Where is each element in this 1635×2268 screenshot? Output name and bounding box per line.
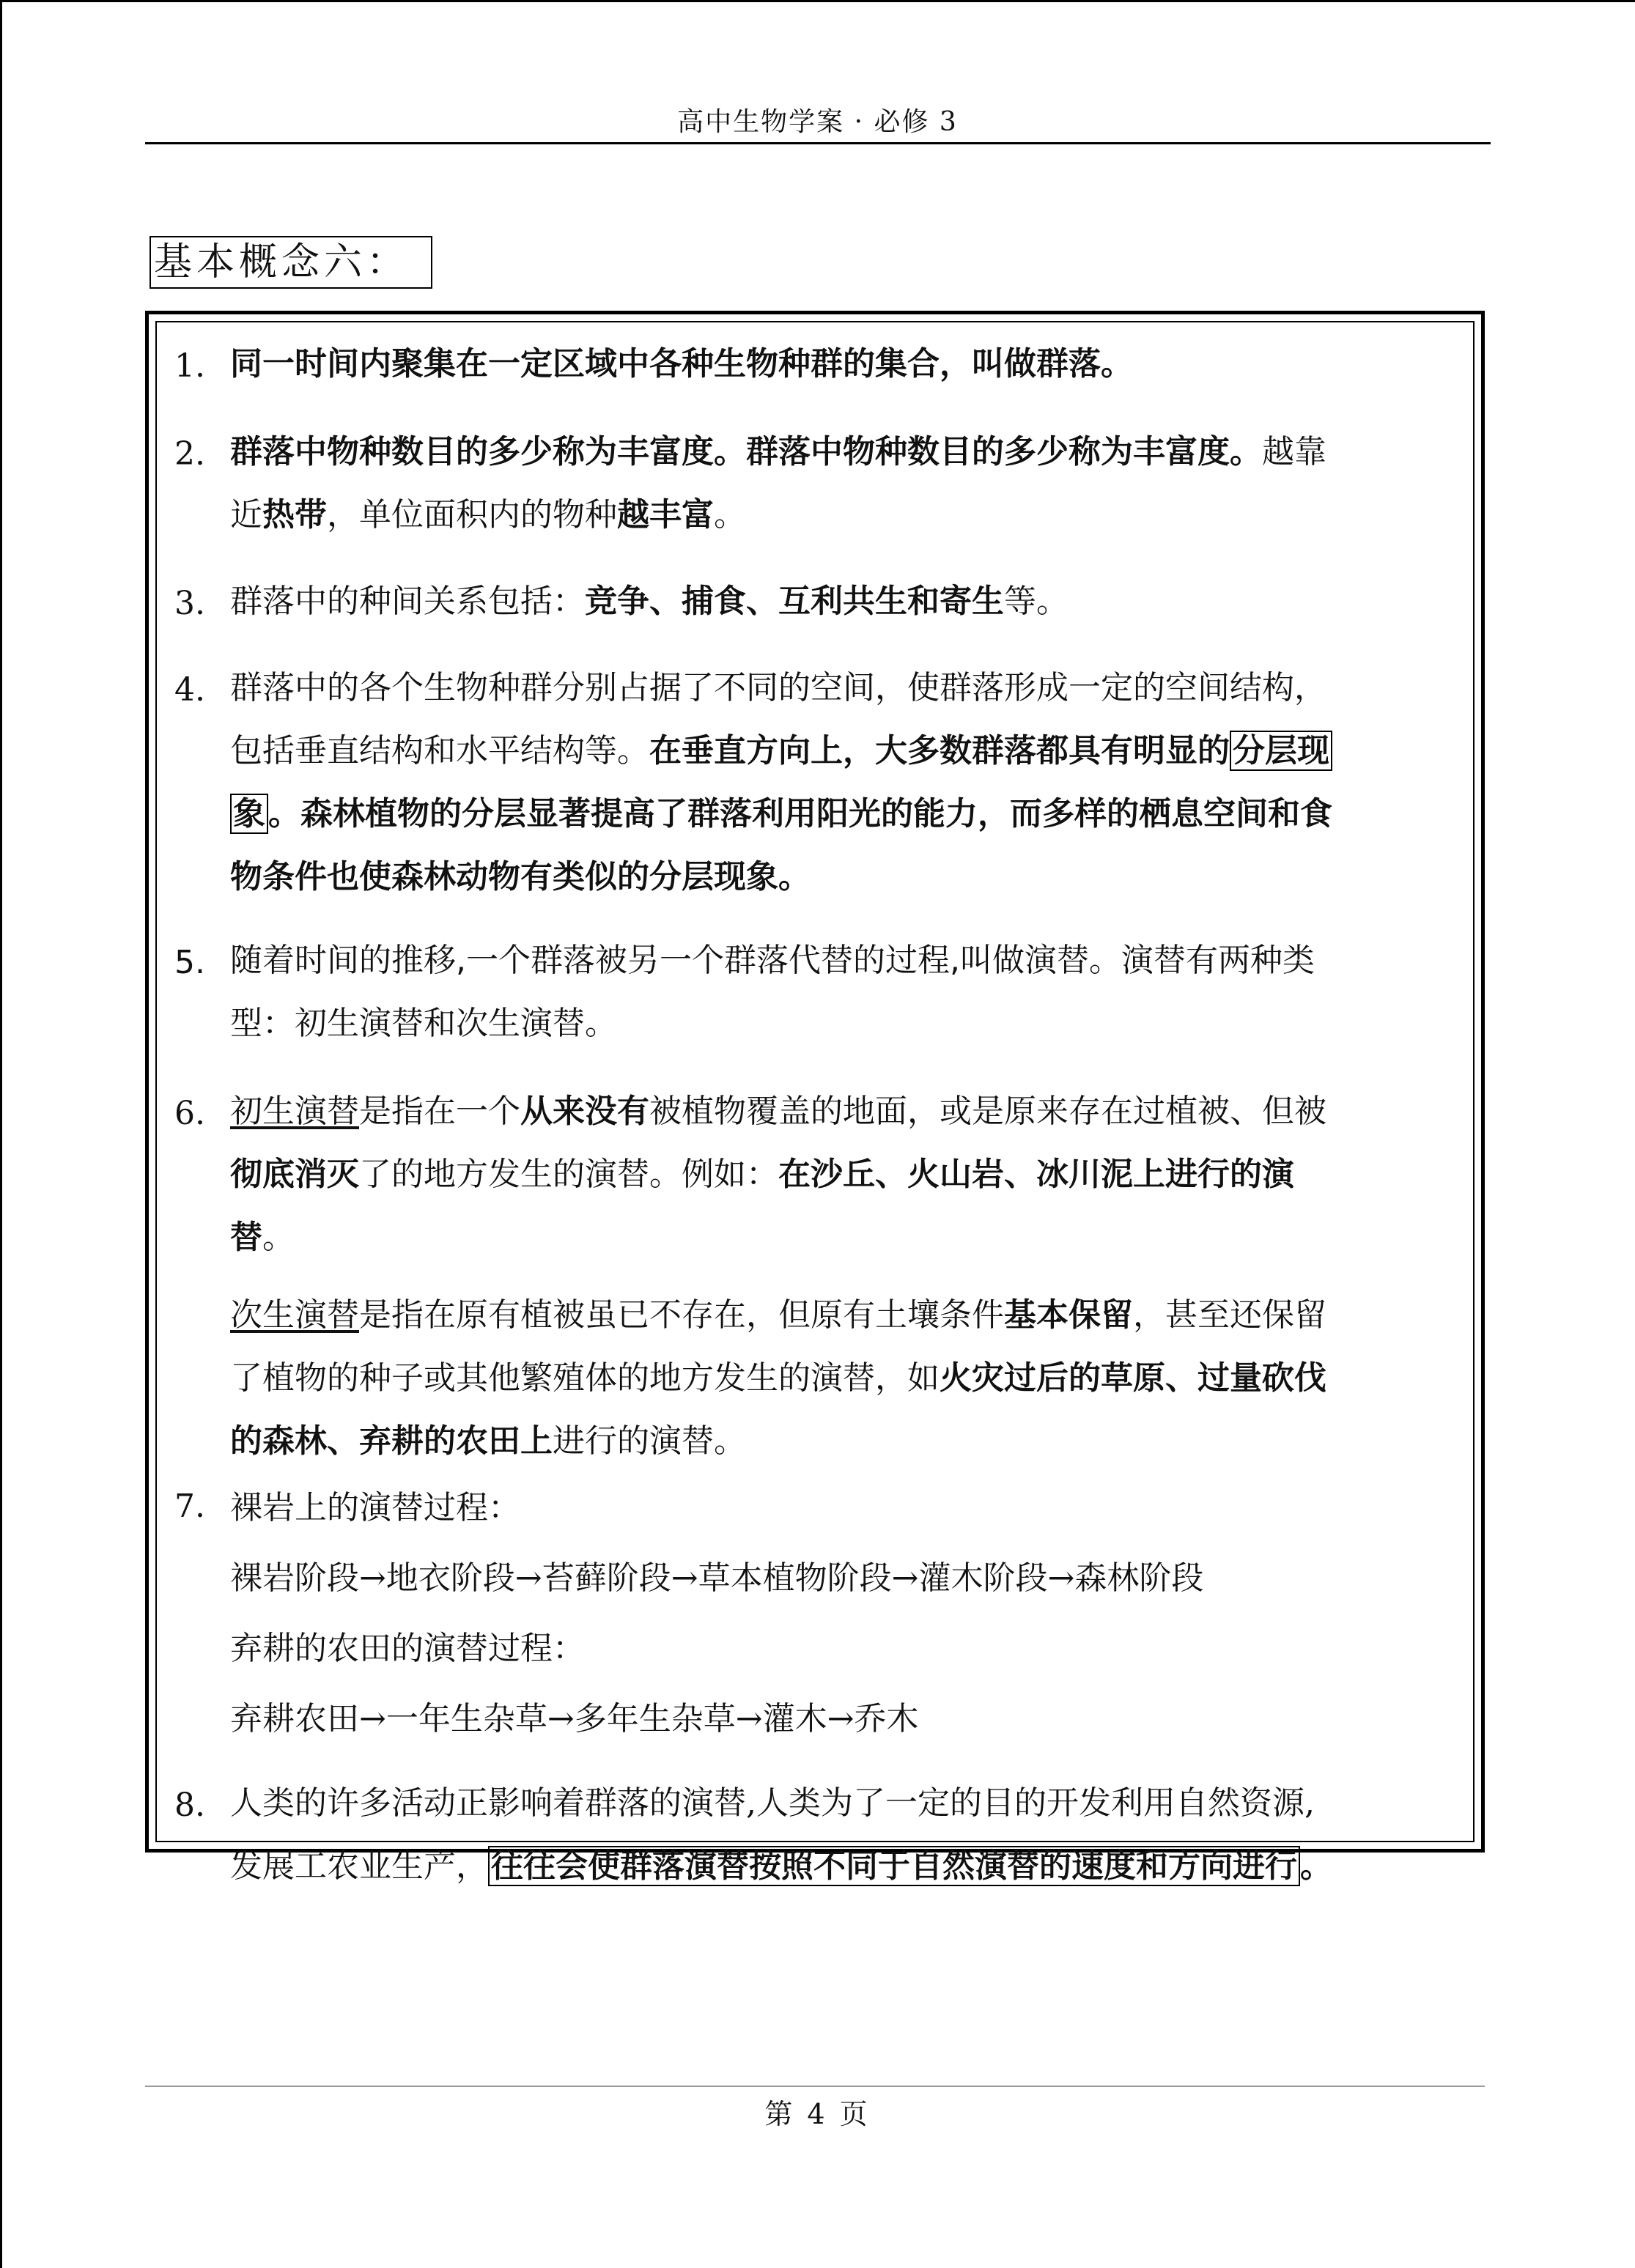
item-number: 6. <box>174 1095 205 1132</box>
item-text-span: 包括垂直结构和水平结构等。 <box>230 732 649 769</box>
item-bold-text: 热带 <box>262 496 327 533</box>
item-line: 同一时间内聚集在一定区域中各种生物种群的集合，叫做群落。 <box>230 345 1133 383</box>
item-text-span: 进行的演替。 <box>553 1422 746 1460</box>
item-number: 8. <box>174 1787 205 1824</box>
item-number: 3. <box>174 585 205 622</box>
item-bold-text: 竞争、捕食、互利共生和寄生 <box>585 583 1004 620</box>
item-text-span: ，甚至还保留 <box>1133 1296 1326 1334</box>
item-text-span: 是指在原有植被虽已不存在，但原有土壤条件 <box>359 1296 1004 1334</box>
concept-title: 基本概念六： <box>150 236 432 289</box>
boxed-term: 象 <box>230 794 268 834</box>
item-text-span: 等。 <box>1004 583 1069 620</box>
succession-sequence-bare-rock: 裸岩阶段→地衣阶段→苔藓阶段→草本植物阶段→灌木阶段→森林阶段 <box>230 1559 1204 1597</box>
item-number: 4. <box>174 671 205 709</box>
item-number: 2. <box>174 435 205 473</box>
item-text <box>230 333 1483 396</box>
item-number: 7. <box>174 1488 205 1525</box>
item-line: 群落中的各个生物种群分别占据了不同的空间，使群落形成一定的空间结构， <box>230 669 1326 706</box>
item-text-span: 被植物覆盖的地面，或是原来存在过植被、但被 <box>649 1093 1326 1130</box>
item-text-span: 了植物的种子或其他繁殖体的地方发生的演替，如 <box>230 1359 940 1397</box>
boxed-term: 往往会使群落演替按照不同于自然演替的速度和方向进行 <box>488 1846 1300 1886</box>
item-bold-text: 从来没有 <box>520 1093 649 1130</box>
item-number: 5. <box>174 944 205 981</box>
underlined-term: 初生演替 <box>230 1093 359 1130</box>
item-text-span: 越靠 <box>1262 433 1326 470</box>
item-text <box>230 929 1483 1055</box>
item-bold-text: 在沙丘、火山岩、冰川泥上进行的演 <box>778 1156 1294 1193</box>
item-text-span: 。 <box>1300 1847 1332 1885</box>
item-line: 人类的许多活动正影响着群落的演替,人类为了一定的目的开发利用自然资源, <box>230 1784 1315 1822</box>
item-text <box>230 1772 1483 1898</box>
item-line: 随着时间的推移,一个群落被另一个群落代替的过程,叫做演替。演替有两种类 <box>230 942 1315 979</box>
item-text <box>230 657 1483 909</box>
underlined-term: 次生演替 <box>230 1296 359 1334</box>
item-bold-text: 越丰富 <box>617 496 714 533</box>
item-bold-text: 。森林植物的分层显著提高了群落利用阳光的能力，而多样的栖息空间和食 <box>268 795 1332 832</box>
page-number: 第 4 页 <box>764 2098 871 2130</box>
item-bold-text: 的森林、弃耕的农田上 <box>230 1422 553 1460</box>
item-text-span: 是指在一个 <box>359 1093 520 1130</box>
item-line: 裸岩上的演替过程： <box>230 1489 520 1526</box>
item-text-span: ，单位面积内的物种 <box>327 496 617 533</box>
item-line: 型：初生演替和次生演替。 <box>230 1005 617 1042</box>
item-text <box>230 570 1483 633</box>
succession-sequence-farmland: 弃耕农田→一年生杂草→多年生杂草→灌木→乔木 <box>230 1700 919 1737</box>
item-bold-text: 群落中物种数目的多少称为丰富度。群落中物种数目的多少称为丰富度。 <box>230 433 1262 470</box>
item-text-span: 了的地方发生的演替。例如： <box>359 1156 778 1193</box>
item-line: 弃耕的农田的演替过程： <box>230 1630 585 1667</box>
item-text-span: 近 <box>230 496 262 533</box>
item-number: 1. <box>174 347 205 385</box>
item-text <box>230 1080 1483 1473</box>
item-bold-text: 火灾过后的草原、过量砍伐 <box>940 1359 1326 1397</box>
item-bold-text: 替 <box>230 1219 262 1256</box>
item-line: 物条件也使森林动物有类似的分层现象。 <box>230 858 811 895</box>
item-text-span: 。 <box>262 1219 295 1256</box>
boxed-term: 分层现 <box>1230 731 1332 771</box>
item-text-span: 群落中的种间关系包括： <box>230 583 585 620</box>
item-text <box>230 421 1483 547</box>
item-text-span: 。 <box>714 496 746 533</box>
footer-rule <box>145 2086 1485 2087</box>
item-bold-text: 彻底消灭 <box>230 1156 359 1193</box>
item-text-span: 发展工农业生产， <box>230 1847 488 1885</box>
page-header: 高中生物学案 · 必修 3 <box>677 107 958 137</box>
item-bold-text: 基本保留 <box>1004 1296 1133 1334</box>
item-text <box>230 1473 1483 1754</box>
item-bold-text: 在垂直方向上，大多数群落都具有明显的 <box>649 732 1230 769</box>
